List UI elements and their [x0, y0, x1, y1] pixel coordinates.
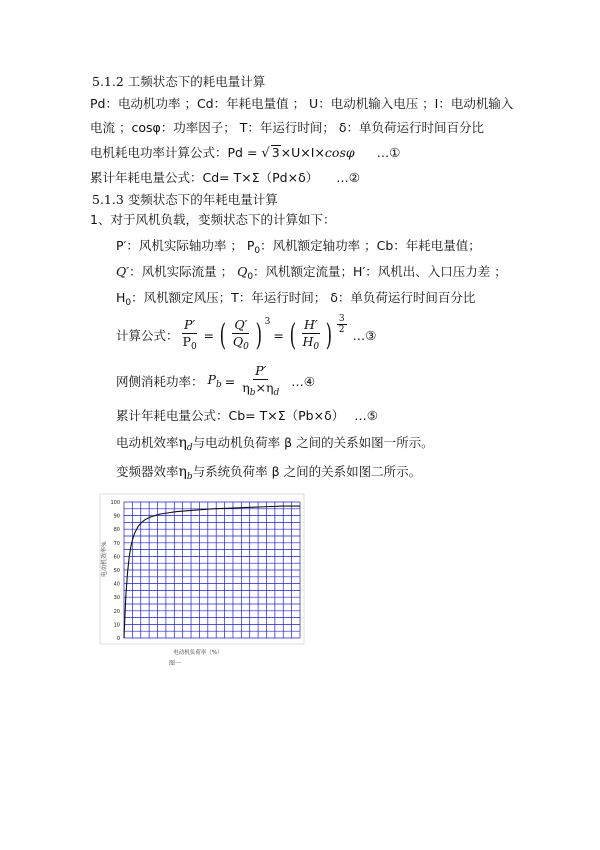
equals-sign-3: =: [224, 374, 236, 389]
chart-caption: 图一: [169, 660, 182, 667]
chart-ytick-label: 90: [113, 513, 120, 520]
chart-xlabel: 电动机负荷率（%）: [173, 650, 223, 656]
pd-formula-sqrt-value: 3: [271, 145, 280, 160]
eq4-fraction: [240, 363, 281, 401]
eq3-lhs-den-symbol: P: [182, 334, 191, 349]
def-q0-text: ：风机额定流量；H′：风机出、入口压力差 ；: [253, 264, 507, 279]
eq3-h-fraction: [301, 317, 322, 355]
eq3-lhs-den-sub: 0: [190, 342, 197, 352]
chart-ytick-label: 20: [113, 608, 120, 615]
def-h0-sub: 0: [125, 298, 132, 308]
def-q1-text: ：风机实际流量 ；: [129, 264, 234, 279]
sqrt-symbol: √: [261, 146, 270, 161]
eq4-lhs-symbol: P: [207, 371, 216, 387]
eq4-lhs-sub: b: [215, 379, 222, 390]
eq3-lhs-fraction: [181, 317, 199, 355]
eq4-den-b: η: [265, 380, 274, 395]
right-paren-2: ): [325, 318, 333, 353]
equation-ref-5: …⑤: [354, 408, 378, 423]
equation-4: [116, 362, 315, 402]
chart-ytick-label: 60: [113, 554, 120, 561]
definitions-line-2: 电流 ；cosφ：功率因子； T：年运行时间； δ：单负荷运行时间百分比: [90, 120, 484, 135]
vfd-eff-text-a: 变频器效率: [116, 464, 179, 479]
definitions-fan-line-2: [116, 264, 507, 285]
eq3-q-den-sub: 0: [243, 342, 249, 352]
section-heading-513: 5.1.3 变频状态下的年耗电量计算: [92, 192, 278, 207]
chart-ytick-label: 100: [110, 500, 120, 506]
eq4-den-a: η: [242, 380, 250, 395]
eq3-q-den-symbol: Q: [232, 334, 244, 349]
motor-efficiency-line: [116, 435, 434, 456]
chart-ytick-label: 10: [113, 622, 120, 629]
chart-ytick-label: 0: [116, 636, 120, 642]
vfd-eff-sub: b: [186, 472, 193, 482]
motor-eff-text-a: 电动机效率: [116, 435, 179, 450]
equals-sign: =: [203, 328, 215, 343]
eq3-h-exp-den: 2: [338, 324, 345, 335]
chart-ytick-label: 40: [113, 581, 120, 588]
eq4-num: P′: [255, 363, 267, 378]
equation-3: [116, 313, 377, 356]
motor-eff-sub: d: [186, 443, 193, 453]
chart-outer-frame: [100, 494, 304, 644]
pd-formula-label: 电机耗电功率计算公式：Pd =: [90, 145, 258, 160]
eq3-lhs-num: P′: [183, 317, 196, 332]
eq4-den-a-sub: b: [249, 388, 256, 398]
right-paren: ): [255, 318, 262, 353]
def-p0-sub: 0: [254, 246, 261, 256]
def-p1: P′：风机实际轴功率 ；: [116, 238, 243, 253]
eq3-h-term: [287, 313, 349, 355]
equation-ref-1: …①: [376, 145, 401, 160]
chart-ytick-label: 70: [113, 540, 120, 547]
definitions-line-1: Pd：电动机功率 ；Cd：年耗电量值 ； U：电动机输入电压 ；I：电动机输入: [90, 96, 514, 111]
eq4-den-op: ×: [255, 380, 266, 395]
eq4-lhs: [208, 372, 222, 393]
eq3-h-exp-num: 3: [338, 313, 345, 324]
chart-ytick-label: 80: [113, 527, 120, 534]
eq3-q-exp: 3: [264, 317, 271, 327]
equation-ref-3: …③: [352, 328, 377, 343]
def-q0-sub: 0: [247, 272, 254, 282]
left-paren: (: [219, 318, 227, 353]
eq4-den-b-sub: d: [273, 388, 280, 398]
calc-label: 计算公式：: [116, 328, 179, 343]
vfd-efficiency-line: [116, 464, 421, 485]
eq4-den: [240, 380, 281, 401]
vfd-eff-text-b: 与系统负荷率 β 之间的关系如图二所示。: [192, 464, 422, 479]
eq3-q-num: Q′: [234, 317, 248, 332]
def-p0-text: ：风机额定轴功率 ；Cb：年耗电量值；: [260, 238, 481, 253]
eq3-lhs-den: [181, 334, 199, 355]
motor-eff-text-b: 与电动机负荷率 β 之间的关系如图一所示。: [192, 435, 434, 450]
chart-series-line: [124, 506, 300, 638]
chart-ylabel: 电动机效率%: [101, 541, 108, 577]
eq3-q-term: [217, 317, 270, 355]
left-paren-2: (: [289, 318, 296, 353]
eq3-h-num: H′: [303, 317, 318, 332]
eq3-q-den: [231, 334, 251, 355]
equation-ref-2: …②: [336, 170, 360, 185]
fan-intro: 1、对于风机负载，变频状态下的计算如下：: [90, 212, 336, 227]
motor-efficiency-chart: [92, 492, 308, 672]
eq3-q-fraction: [231, 317, 251, 355]
motor-eff-eta: η: [178, 435, 187, 451]
pd-formula: [90, 145, 400, 162]
cd-formula-text: 累计年耗电量公式：Cd= T×Σ（Pd×δ）: [90, 170, 319, 185]
def-q0-symbol: Q: [237, 264, 248, 279]
pd-formula-cos: cosφ: [324, 145, 355, 160]
def-q1-symbol: Q′: [116, 264, 130, 279]
section-heading-512: 5.1.2 工频状态下的耗电量计算: [92, 74, 266, 89]
definitions-fan-line-1: [116, 238, 481, 259]
definitions-fan-line-3: [116, 290, 475, 311]
cb-formula-text: 累计年耗电量公式：Cb= T×Σ（Pb×δ）: [116, 408, 345, 423]
chart-ytick-label: 50: [113, 568, 120, 574]
def-h0-text: ：风机额定风压；T：年运行时间； δ：单负荷运行时间百分比: [131, 290, 476, 305]
eq3-h-den-symbol: H: [302, 334, 314, 349]
equals-sign-2: =: [273, 328, 284, 343]
equation-ref-4: …④: [291, 374, 315, 389]
pd-formula-rest: ×U×I×: [280, 145, 325, 160]
grid-label: 网侧消耗功率：: [116, 374, 204, 389]
vfd-eff-eta: η: [178, 464, 187, 480]
def-p0-symbol: P: [246, 238, 255, 253]
cb-formula: [116, 408, 378, 424]
chart-ytick-label: 30: [113, 595, 120, 602]
eq3-h-den: [301, 334, 322, 355]
def-h0-symbol: H: [116, 290, 126, 305]
cd-formula: [90, 170, 360, 186]
eq3-h-exp: [337, 314, 347, 335]
eq3-h-den-sub: 0: [313, 342, 320, 352]
